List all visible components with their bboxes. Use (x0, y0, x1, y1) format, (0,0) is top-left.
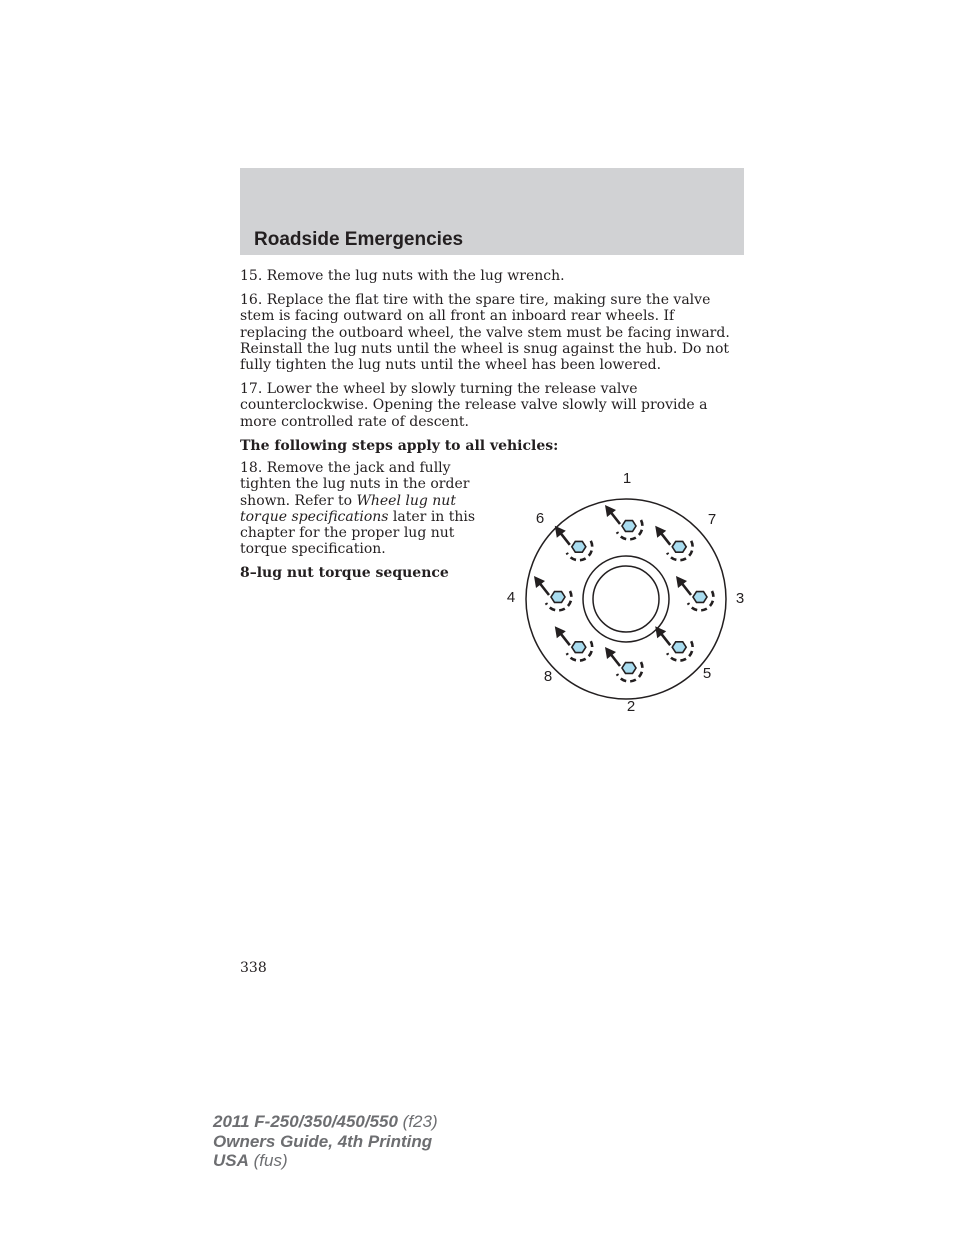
lug-nut (655, 526, 692, 560)
lug-nut (534, 576, 571, 610)
sequence-number-1: 1 (622, 470, 632, 487)
lug-nut-hex (672, 642, 686, 653)
page-number: 338 (240, 960, 267, 976)
footer-line-2: Owners Guide, 4th Printing (213, 1131, 433, 1151)
section-header-band (240, 168, 744, 255)
torque-spec-reference: Wheel lug nut torque specifications (240, 492, 456, 525)
footer-line-1 (213, 1112, 438, 1132)
lug-nut (555, 526, 592, 560)
step-17-text: 17. Lower the wheel by slowly turning the release valve counterclockwise. Opening the release valve slowly will provide a more controlled rate of descent. (240, 381, 708, 430)
lug-nut-torque-diagram (495, 462, 755, 722)
section-title: Roadside Emergencies (254, 229, 464, 250)
step-16-text: 16. Replace the flat tire with the spare tire, making sure the valve stem is facing outward on all front an inboard rear wheels. If replacing the outboard wheel, the valve stem must be facing inward. Reinstall the lug nuts until the wheel is snug against the hub. Do not fully tighten the lug nuts until the wheel has been lowered. (240, 292, 730, 374)
sequence-number-7: 7 (707, 511, 717, 528)
step-18-part-1: 18. Remove the jack and fully tighten the lug nuts in the order shown. Refer to (240, 460, 470, 509)
sequence-number-3: 3 (735, 590, 745, 607)
lug-nut (605, 505, 642, 539)
lug-nut (555, 626, 592, 660)
footer-block (213, 1112, 438, 1171)
step-18-text (240, 460, 480, 558)
sequence-number-2: 2 (626, 698, 636, 715)
lug-nut (605, 647, 642, 681)
lug-nut (676, 576, 713, 610)
lug-nut-hex (693, 592, 707, 603)
lug-nut-hex (622, 663, 636, 674)
lug-nut-hex (622, 521, 636, 532)
step-15-text: 15. Remove the lug nuts with the lug wrench. (240, 268, 565, 284)
lug-nut-hex (551, 592, 565, 603)
hub-inner-ring (593, 566, 659, 632)
step-18-part-2: later in this chapter for the proper lug nut torque specification. (240, 508, 476, 558)
sequence-number-8: 8 (543, 668, 553, 685)
footer-market-code: (fus) (248, 1151, 288, 1170)
footer-model: 2011 F-250/350/450/550 (213, 1112, 398, 1131)
lug-nuts-group (534, 505, 713, 681)
footer-line-3 (213, 1151, 438, 1171)
lug-nut-hex (672, 541, 686, 552)
lug-nut-hex (572, 541, 586, 552)
sequence-number-6: 6 (535, 510, 545, 527)
all-vehicles-heading: The following steps apply to all vehicles: (240, 438, 559, 454)
footer-model-code: (f23) (397, 1112, 438, 1131)
sequence-number-4: 4 (506, 589, 516, 606)
sequence-caption: 8–lug nut torque sequence (240, 565, 449, 581)
footer-market: USA (213, 1151, 249, 1170)
lug-nut-hex (572, 642, 586, 653)
lug-nut (655, 626, 692, 660)
sequence-number-5: 5 (702, 665, 712, 682)
